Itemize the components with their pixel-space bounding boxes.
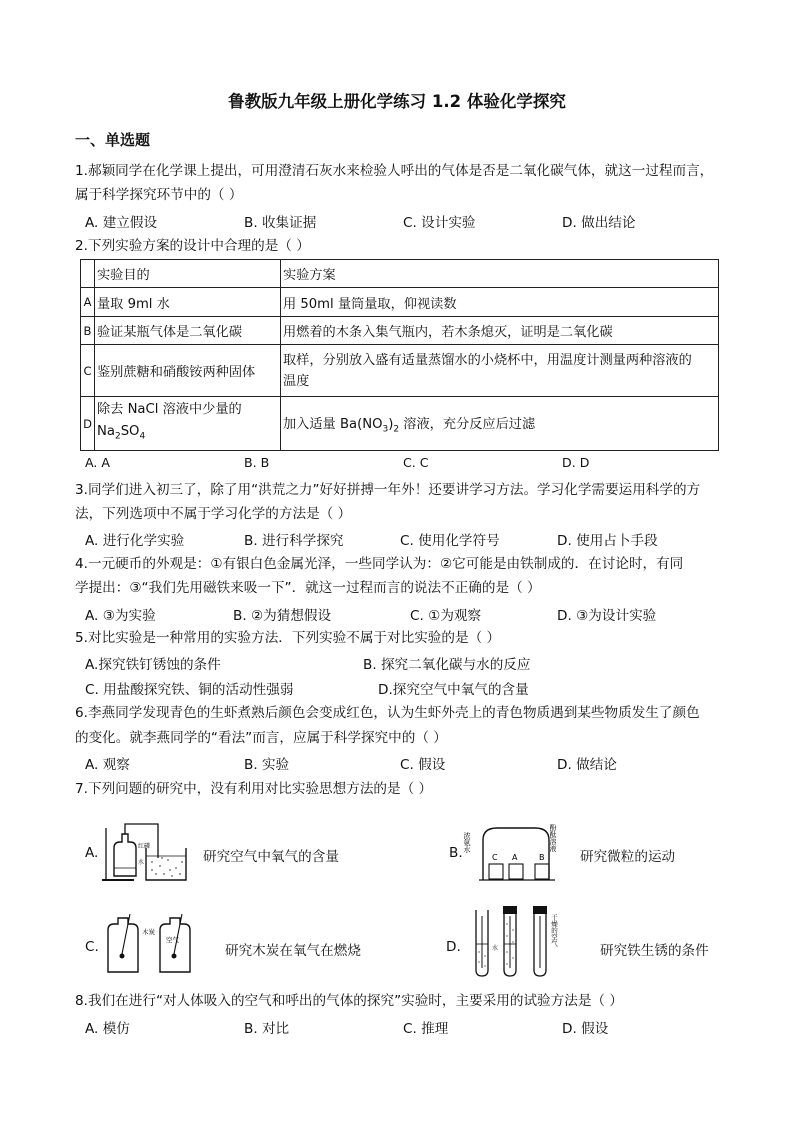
row-label: D [81, 397, 95, 451]
row-aim: 验证某瓶气体是二氧化碳 [95, 317, 281, 345]
q4-stem-line2: 学提出：③“我们先用磁铁来吸一下”．就这一过程而言的说法不正确的是（ ） [75, 580, 541, 596]
q3-option-c[interactable]: C. 使用化学符号 [400, 533, 500, 549]
label-red-phosphorus: 红磷 [138, 843, 151, 850]
q5-option-c[interactable]: C. 用盐酸探究铁、铜的活动性强弱 [85, 682, 294, 698]
q3-option-b[interactable]: B. 进行科学探究 [244, 533, 344, 549]
q7-option-b-letter[interactable]: B. [449, 845, 463, 861]
q7-figure-d [470, 904, 580, 980]
table-header-row [81, 260, 719, 288]
q4-option-b[interactable]: B. ②为猜想假设 [233, 608, 332, 624]
page-title: 鲁教版九年级上册化学练习 1.2 体验化学探究 [228, 92, 566, 111]
q7-figure-a [98, 818, 190, 884]
q7-figure-b [463, 818, 563, 884]
q1-stem-line2: 属于科学探究环节中的（ ） [75, 187, 243, 203]
formula-part: SO [120, 424, 140, 440]
formula-subscript: 2 [114, 431, 121, 442]
q7-option-b-text: 研究微粒的运动 [580, 849, 676, 865]
plan-part: ) [388, 416, 394, 432]
q2-stem: 2.下列实验方案的设计中合理的是（ ） [75, 238, 310, 254]
row-label: B [81, 317, 95, 345]
label-water-d: 水 [492, 945, 499, 952]
plan-part: 溶液，充分反应后过滤 [399, 416, 536, 432]
q8-option-c[interactable]: C. 推理 [403, 1021, 449, 1037]
q1-option-a[interactable]: A. 建立假设 [85, 215, 158, 231]
q3-stem-line2: 法，下列选项中不属于学习化学的方法是（ ） [75, 506, 352, 522]
plan-part: 加入适量 Ba(NO [283, 416, 383, 432]
q1-option-c[interactable]: C. 设计实验 [403, 215, 476, 231]
row-plan: 用燃着的木条入集气瓶内，若木条熄灭，证明是二氧化碳 [281, 317, 719, 345]
table-row [81, 345, 719, 397]
q7-option-a-text: 研究空气中氧气的含量 [203, 849, 339, 865]
table-row [81, 397, 719, 451]
formula-part: Na [97, 424, 115, 440]
q2-option-d[interactable]: D. D [562, 455, 590, 470]
table-header-blank [81, 260, 95, 288]
table-header-plan: 实验方案 [281, 260, 719, 288]
table-header-aim: 实验目的 [95, 260, 281, 288]
q4-stem-line1: 4.一元硬币的外观是：①有银白色金属光泽，一些同学认为：②它可能是由铁制成的．在讨论时，有同 [75, 556, 684, 572]
q5-option-d[interactable]: D.探究空气中氧气的含量 [378, 682, 529, 698]
q8-stem: 8.我们在进行“对人体吸入的空气和呼出的气体的探究”实验时，主要采用的试验方法是（ ） [75, 993, 623, 1009]
q3-option-a[interactable]: A. 进行化学实验 [85, 533, 185, 549]
q4-option-a[interactable]: A. ③为实验 [85, 608, 156, 624]
q2-option-b[interactable]: B. B [244, 455, 270, 470]
row-plan-line1: 取样，分别放入盛有适量蒸馏水的小烧杯中，用温度计测量两种溶液的 [283, 352, 692, 368]
oxygen-content-apparatus-icon [98, 818, 190, 884]
particle-motion-apparatus-icon [463, 818, 563, 884]
row-aim: 鉴别蔗糖和硝酸铵两种固体 [95, 345, 281, 397]
label-air: 空气 [166, 936, 179, 944]
q8-option-a[interactable]: A. 模仿 [85, 1021, 130, 1037]
q1-option-b[interactable]: B. 收集证据 [244, 215, 317, 231]
q5-option-b[interactable]: B. 探究二氧化碳与水的反应 [363, 657, 531, 673]
label-ammonia: 浓氨水 [463, 832, 471, 853]
row-plan: 用 50ml 量筒量取，仰视读数 [281, 288, 719, 317]
q7-option-c-text: 研究木炭在氧气在燃烧 [225, 943, 361, 959]
q2-option-c[interactable]: C. C [403, 455, 429, 470]
q8-option-b[interactable]: B. 对比 [244, 1021, 290, 1037]
table-row [81, 288, 719, 317]
q6-option-c[interactable]: C. 假设 [400, 757, 446, 773]
section-heading: 一、单选题 [75, 131, 151, 149]
label-phenolphthalein: 酚酞溶液 [549, 824, 557, 852]
formula-subscript: 4 [139, 431, 146, 442]
label-charcoal: 木炭 [142, 928, 155, 936]
q6-stem-line2: 的变化。就李燕同学的“看法”而言，应属于科学探究中的（ ） [75, 730, 447, 746]
q7-stem: 7.下列问题的研究中，没有利用对比实验思想方法的是（ ） [75, 781, 433, 797]
label-dry-air: 干燥的空气 [550, 914, 558, 947]
experiment-table [80, 259, 719, 451]
q6-option-a[interactable]: A. 观察 [85, 757, 130, 773]
q7-option-d-letter[interactable]: D. [446, 939, 461, 955]
label-c: C [492, 853, 498, 862]
q4-option-d[interactable]: D. ③为设计实验 [557, 608, 657, 624]
q6-option-b[interactable]: B. 实验 [244, 757, 290, 773]
table-row [81, 317, 719, 345]
label-a: A [512, 853, 518, 862]
charcoal-combustion-apparatus-icon [100, 912, 200, 976]
row-plan [281, 345, 719, 397]
q1-option-d[interactable]: D. 做出结论 [562, 215, 636, 231]
q3-option-d[interactable]: D. 使用占卜手段 [557, 533, 658, 549]
q1-stem-line1: 1.郝颖同学在化学课上提出，可用澄清石灰水来检验人呼出的气体是否是二氧化碳气体，就这一过程而言， [75, 163, 714, 179]
q5-stem: 5.对比实验是一种常用的实验方法．下列实验不属于对比实验的是（ ） [75, 630, 501, 646]
formula-na2so4 [97, 424, 146, 442]
row-aim-line1: 除去 NaCl 溶液中少量的 [97, 402, 242, 418]
formula-subscript: 3 [382, 424, 389, 435]
row-aim: 量取 9ml 水 [95, 288, 281, 317]
q7-option-a-letter[interactable]: A. [85, 845, 99, 861]
formula-subscript: 2 [393, 424, 400, 435]
iron-rusting-apparatus-icon [470, 904, 580, 980]
q7-option-c-letter[interactable]: C. [85, 939, 99, 955]
q3-stem-line1: 3.同学们进入初三了，除了用“洪荒之力”好好拼搏一年外！还要讲学习方法。学习化学需要运用科学的方 [75, 482, 701, 498]
q7-option-d-text: 研究铁生锈的条件 [600, 943, 709, 959]
row-aim [95, 397, 281, 451]
row-plan-line2: 温度 [283, 373, 310, 389]
q7-figure-c [100, 912, 200, 976]
q6-option-d[interactable]: D. 做结论 [557, 757, 617, 773]
row-plan [281, 397, 719, 451]
q5-option-a[interactable]: A.探究铁钉锈蚀的条件 [85, 657, 221, 673]
label-b: B [539, 853, 545, 862]
q8-option-d[interactable]: D. 假设 [562, 1021, 609, 1037]
q6-stem-line1: 6.李燕同学发现青色的生虾煮熟后颜色会变成红色，认为生虾外壳上的青色物质遇到某些物质发生了颜色 [75, 705, 700, 721]
q4-option-c[interactable]: C. ①为观察 [410, 608, 482, 624]
label-water: 水 [138, 859, 145, 866]
q2-option-a[interactable]: A. A [85, 455, 111, 470]
row-label: A [81, 288, 95, 317]
row-label: C [81, 345, 95, 397]
